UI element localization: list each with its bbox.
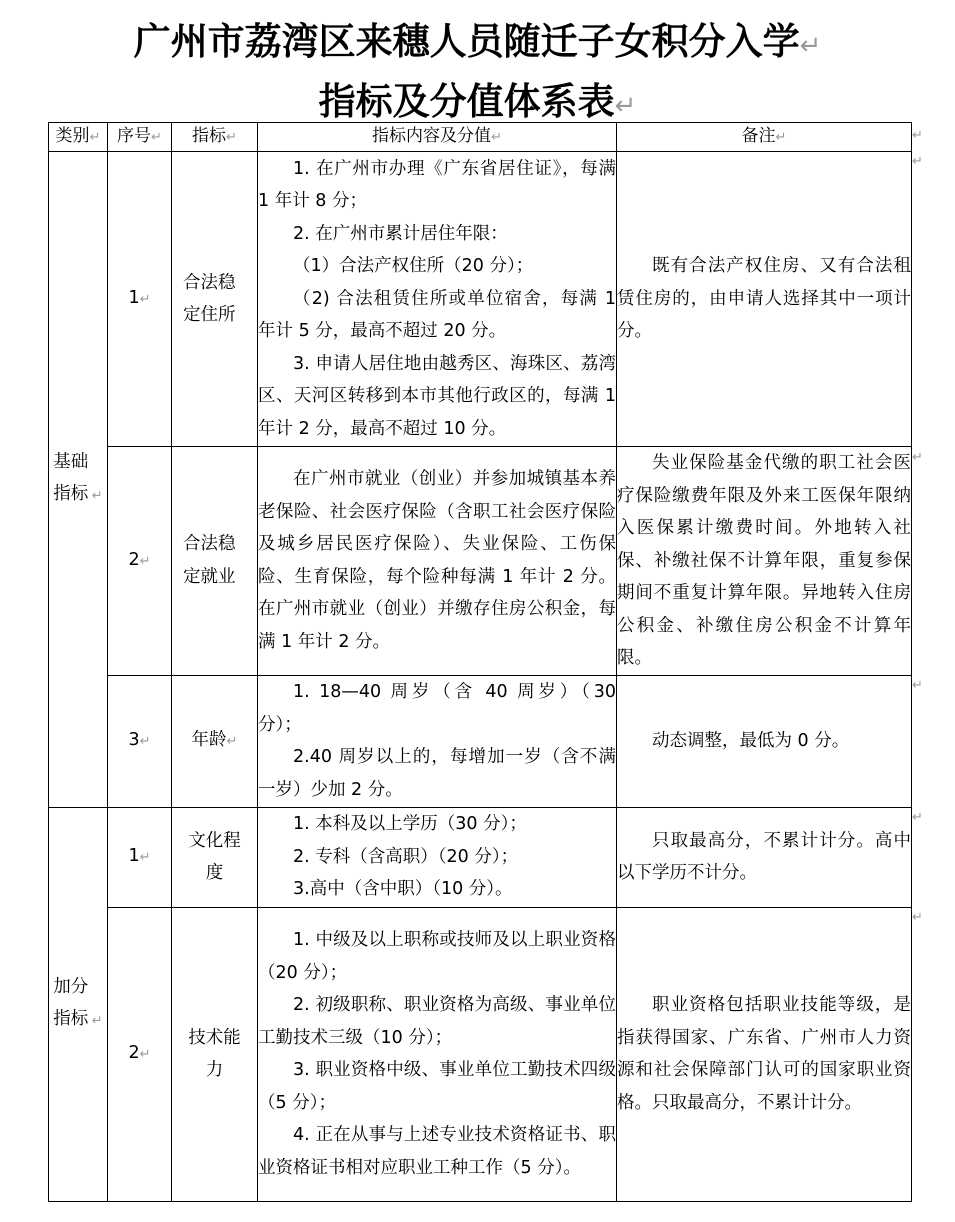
table-row — [49, 447, 912, 676]
row-end-mark: ↵ — [912, 910, 923, 925]
seq-cell: 2↵ — [108, 907, 172, 1201]
points-table — [48, 122, 912, 1202]
table-row — [49, 152, 912, 447]
content-cell: 在广州市就业（创业）并参加城镇基本养老保险、社会医疗保险（含职工社会医疗保险及城乡居民医疗保险）、失业保险、工伤保险、生育保险，每个险种每满 1 年计 2 分。在广州市就业（创业）并缴存住房公积金，每满 1 年计 2 分。 — [258, 447, 617, 676]
header-remark: 备注↵ — [617, 123, 912, 152]
indicator-cell: 文化程度 — [172, 807, 258, 907]
row-end-mark: ↵ — [912, 154, 923, 169]
remark-cell: 职业资格包括职业技能等级，是指获得国家、广东省、广州市人力资源和社会保障部门认可的国家职业资格。只取最高分，不累计计分。 — [617, 907, 912, 1201]
remark-cell: 失业保险基金代缴的职工社会医疗保险缴费年限及外来工医保年限纳入医保累计缴费时间。外地转入社保、补缴社保不计算年限，重复参保期间不重复计算年限。异地转入住房公积金、补缴住房公积金不计算年限。 — [617, 447, 912, 676]
row-end-mark: ↵ — [912, 128, 923, 143]
category-cell-basic: 基础指标 ↵ — [49, 152, 108, 808]
remark-cell: 既有合法产权住房、又有合法租赁住房的，由申请人选择其中一项计分。 — [617, 152, 912, 447]
remark-cell: 只取最高分，不累计计分。高中以下学历不计分。 — [617, 807, 912, 907]
indicator-cell: 年龄↵ — [172, 675, 258, 807]
table-row — [49, 807, 912, 907]
indicator-cell: 合法稳定就业 — [172, 447, 258, 676]
header-indicator: 指标↵ — [172, 123, 258, 152]
seq-cell: 3↵ — [108, 675, 172, 807]
seq-cell: 2↵ — [108, 447, 172, 676]
row-end-mark: ↵ — [912, 450, 923, 465]
content-cell: 1. 本科及以上学历（30 分）； 2. 专科（含高职）（20 分）； 3.高中（含中职）（10 分）。 — [258, 807, 617, 907]
seq-cell: 1↵ — [108, 152, 172, 447]
indicator-cell: 技术能力 — [172, 907, 258, 1201]
table-row — [49, 675, 912, 807]
row-end-mark: ↵ — [912, 810, 923, 825]
document-title — [0, 14, 955, 134]
table-row — [49, 907, 912, 1201]
header-content: 指标内容及分值↵ — [258, 123, 617, 152]
paragraph-marks — [912, 0, 942, 1222]
header-category: 类别↵ — [49, 123, 108, 152]
category-cell-bonus: 加分指标 ↵ — [49, 807, 108, 1201]
row-end-mark: ↵ — [912, 678, 923, 693]
header-seq: 序号↵ — [108, 123, 172, 152]
content-cell: 1. 中级及以上职称或技师及以上职业资格（20 分）； 2. 初级职称、职业资格为高级、事业单位工勤技术三级（10 分）； 3. 职业资格中级、事业单位工勤技术四级（5 分）； 4. 正在从事与上述专业技术资格证书、职业资格证书相对应职业工种工作（5 分）。 — [258, 907, 617, 1201]
remark-cell: 动态调整，最低为 0 分。 — [617, 675, 912, 807]
title-line-2: 指标及分值体系表↵ — [318, 80, 637, 123]
indicator-cell: 合法稳定住所 — [172, 152, 258, 447]
seq-cell: 1↵ — [108, 807, 172, 907]
content-cell: 1. 18—40 周岁（含 40 周岁）（30 分）； 2.40 周岁以上的，每增加一岁（含不满一岁）少加 2 分。 — [258, 675, 617, 807]
table-header-row — [49, 123, 912, 152]
title-line-1: 广州市荔湾区来穗人员随迁子女积分入学↵ — [133, 20, 822, 63]
content-cell: 1. 在广州市办理《广东省居住证》，每满 1 年计 8 分； 2. 在广州市累计居住年限： （1）合法产权住所（20 分）； （2) 合法租赁住所或单位宿舍，每满 1 年计 5 分，最高不超过 20 分。 3. 申请人居住地由越秀区、海珠区、荔湾区、天河区转移到本市其他行政区的，每满 1 年计 2 分，最高不超过 10 分。 — [258, 152, 617, 447]
